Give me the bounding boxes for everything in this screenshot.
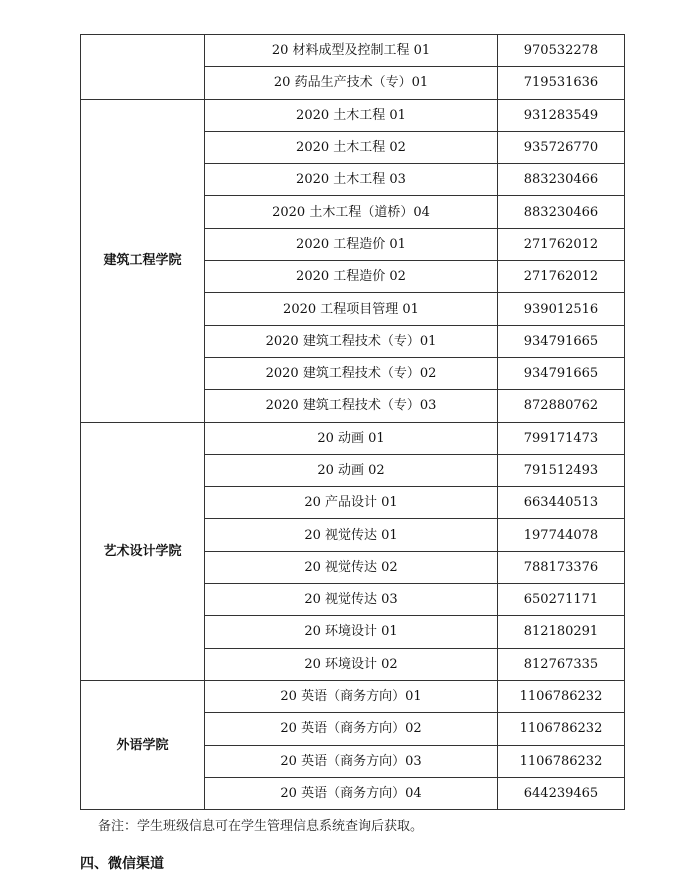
class-name-cell: 20 英语（商务方向）02 — [205, 713, 498, 745]
class-name-cell: 20 动画 02 — [205, 454, 498, 486]
qq-group-number-cell: 970532278 — [498, 35, 625, 67]
qq-group-number-cell: 872880762 — [498, 390, 625, 422]
class-name-cell: 20 环境设计 01 — [205, 616, 498, 648]
table-row — [81, 680, 625, 712]
class-group-table — [80, 34, 625, 810]
footnote: 备注：学生班级信息可在学生管理信息系统查询后获取。 — [98, 819, 424, 834]
qq-group-number-cell: 812180291 — [498, 616, 625, 648]
table-row — [81, 99, 625, 131]
class-name-cell: 20 环境设计 02 — [205, 648, 498, 680]
class-name-cell: 20 药品生产技术（专）01 — [205, 67, 498, 99]
section-heading: 四、微信渠道 — [80, 856, 164, 872]
qq-group-number-cell: 934791665 — [498, 357, 625, 389]
qq-group-number-cell: 935726770 — [498, 131, 625, 163]
class-name-cell: 2020 工程造价 01 — [205, 228, 498, 260]
class-name-cell: 20 产品设计 01 — [205, 487, 498, 519]
college-name-cell — [81, 35, 205, 100]
class-name-cell: 20 英语（商务方向）03 — [205, 745, 498, 777]
qq-group-number-cell: 931283549 — [498, 99, 625, 131]
qq-group-number-cell: 1106786232 — [498, 680, 625, 712]
class-name-cell: 20 视觉传达 01 — [205, 519, 498, 551]
class-name-cell: 2020 建筑工程技术（专）01 — [205, 325, 498, 357]
qq-group-number-cell: 799171473 — [498, 422, 625, 454]
college-name-cell: 艺术设计学院 — [81, 422, 205, 680]
class-name-cell: 2020 工程项目管理 01 — [205, 293, 498, 325]
qq-group-number-cell: 271762012 — [498, 261, 625, 293]
qq-group-number-cell: 812767335 — [498, 648, 625, 680]
class-name-cell: 2020 土木工程（道桥）04 — [205, 196, 498, 228]
qq-group-number-cell: 719531636 — [498, 67, 625, 99]
qq-group-number-cell: 663440513 — [498, 487, 625, 519]
college-name-cell: 建筑工程学院 — [81, 99, 205, 422]
qq-group-number-cell: 1106786232 — [498, 745, 625, 777]
class-name-cell: 20 视觉传达 03 — [205, 584, 498, 616]
class-name-cell: 20 英语（商务方向）04 — [205, 777, 498, 809]
college-name-cell: 外语学院 — [81, 680, 205, 809]
class-group-table-body — [81, 35, 625, 810]
class-name-cell: 2020 土木工程 03 — [205, 164, 498, 196]
qq-group-number-cell: 197744078 — [498, 519, 625, 551]
class-name-cell: 2020 建筑工程技术（专）02 — [205, 357, 498, 389]
qq-group-number-cell: 883230466 — [498, 164, 625, 196]
qq-group-number-cell: 934791665 — [498, 325, 625, 357]
class-name-cell: 2020 土木工程 02 — [205, 131, 498, 163]
class-name-cell: 20 视觉传达 02 — [205, 551, 498, 583]
class-name-cell: 20 材料成型及控制工程 01 — [205, 35, 498, 67]
qq-group-number-cell: 791512493 — [498, 454, 625, 486]
class-name-cell: 2020 土木工程 01 — [205, 99, 498, 131]
class-name-cell: 20 动画 01 — [205, 422, 498, 454]
qq-group-number-cell: 939012516 — [498, 293, 625, 325]
qq-group-number-cell: 271762012 — [498, 228, 625, 260]
table-row — [81, 35, 625, 67]
qq-group-number-cell: 650271171 — [498, 584, 625, 616]
qq-group-number-cell: 883230466 — [498, 196, 625, 228]
class-name-cell: 2020 建筑工程技术（专）03 — [205, 390, 498, 422]
class-name-cell: 20 英语（商务方向）01 — [205, 680, 498, 712]
class-name-cell: 2020 工程造价 02 — [205, 261, 498, 293]
qq-group-number-cell: 788173376 — [498, 551, 625, 583]
qq-group-number-cell: 1106786232 — [498, 713, 625, 745]
table-row — [81, 422, 625, 454]
qq-group-number-cell: 644239465 — [498, 777, 625, 809]
